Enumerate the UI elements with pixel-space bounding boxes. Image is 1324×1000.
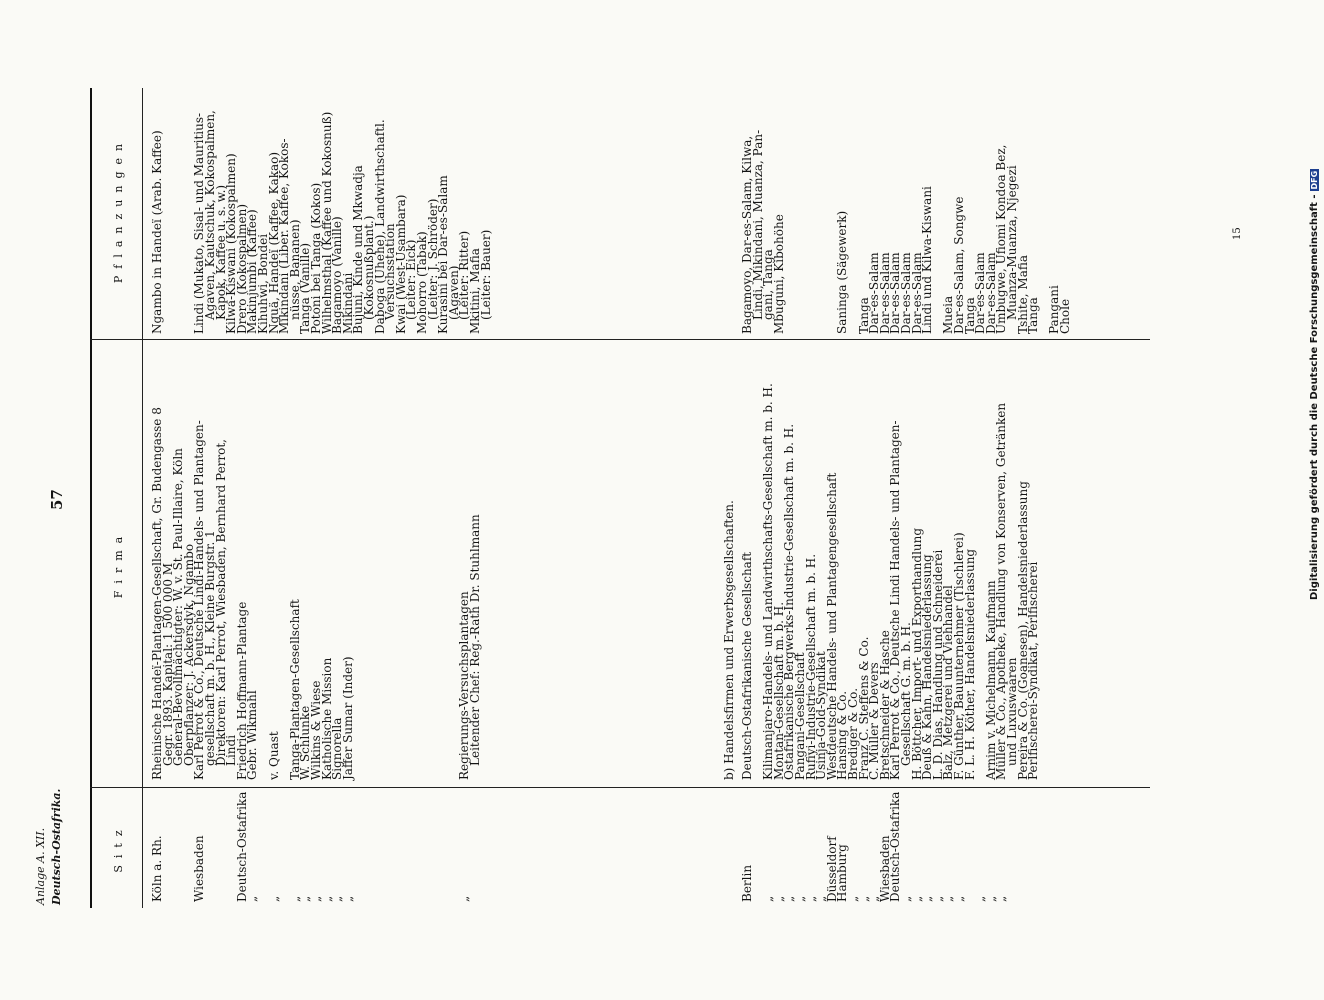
pflanzungen-cell: Lindi und Kilwa-Kiswani	[920, 186, 935, 334]
firma-cell: und Luxuswaaren	[1005, 657, 1019, 766]
sitz-cell: „	[803, 895, 818, 902]
pflanzungen-cell: Tanga (Vanille)	[298, 242, 313, 334]
sitz-cell: „	[814, 895, 829, 902]
firma-cell: L. D. Dias, Handlung und Schneiderei	[930, 549, 945, 780]
firma-cell: gesellschaft m. b. H., Kleine Burgstr. 1	[203, 530, 217, 766]
sitz-cell: „	[771, 895, 786, 902]
sitz-cell: „	[319, 895, 334, 902]
sitz-cell: „	[245, 895, 260, 902]
table-top-rule	[90, 88, 92, 908]
firma-cell: Balz, Metzgerei und Viehhandel	[941, 585, 956, 780]
firma-cell: Rufiyi-Industrie-Gesellschaft m. b. H.	[803, 553, 818, 780]
firma-cell: Friedrich Hoffmann-Plantage	[234, 601, 249, 780]
sitz-cell: Deutsch-Ostafrika	[234, 791, 249, 902]
firma-cell: General-Bevollmächtigter: W. v. St. Paul-Illaire, Köln	[171, 448, 186, 766]
sitz-cell: „	[846, 895, 860, 902]
pflanzungen-cell: Dar-es-Salam	[909, 252, 924, 334]
footer-credit-text: Digitalisierung gefördert durch die Deutsche Forschungsgemeinschaft -	[1309, 194, 1320, 600]
pflanzungen-cell: Saninga (Sägewerk)	[835, 210, 850, 334]
pflanzungen-cell: Mohorro (Tabak)	[415, 231, 429, 334]
page-number: 57	[48, 489, 66, 510]
firma-cell: Wilkins & Wiese	[309, 680, 323, 780]
firma-cell: Westdeutsche Handels- und Plantagengesellschaft	[824, 472, 839, 780]
pflanzungen-cell: (Leiter: J. Schröder)	[425, 198, 440, 320]
pflanzungen-cell: Dar-es-Salam	[877, 252, 892, 334]
firma-cell: Direktoren: Karl Perrot, Wiesbaden, Bernhard Perrot,	[213, 439, 228, 766]
pflanzungen-cell: Ngambo in Handeï (Arab. Kaffee)	[150, 130, 164, 334]
pflanzungen-cell: Dar-es-Salam	[867, 252, 882, 334]
pflanzungen-cell: Tshite, Mafia	[1015, 254, 1030, 334]
firma-cell: Tanga-Plantagen-Gesellschaft	[287, 599, 302, 780]
header-bottom-rule	[142, 88, 143, 908]
pflanzungen-cell: Kwai (West-Usambara)	[393, 194, 408, 334]
sitz-cell: Deutsch-Ostafrika	[888, 791, 903, 902]
firma-cell: Oberpflanzer: J. Ackersdyk, Ngambo	[181, 543, 196, 766]
pflanzungen-cell: Tanga	[1026, 297, 1041, 334]
column-divider-2	[90, 339, 1150, 340]
firma-cell: Rheinische Handeï-Plantagen-Gesellschaft, Gr. Budengasse 8	[150, 407, 164, 780]
dfg-logo: DFG	[1310, 170, 1319, 190]
firma-cell: Montan-Gesellschaft m. b. H.	[771, 601, 786, 780]
pflanzungen-cell: Dar-es-Salam	[888, 252, 903, 334]
sitz-cell: „	[909, 895, 924, 902]
pflanzungen-cell: Drero (Kokospalmen)	[234, 203, 249, 334]
pflanzungen-cell: Dar-es-Salam	[899, 252, 913, 334]
footer-credit	[1309, 169, 1320, 600]
pflanzungen-cell: Bagamoyo, Dar-es-Salam, Kilwa,	[740, 135, 754, 334]
pflanzungen-cell: Nguä, Handeï (Kaffee, Kakao)	[266, 151, 281, 334]
firma-cell: Lindi	[224, 734, 239, 766]
sitz-cell: „	[920, 895, 935, 902]
sitz-cell: „	[287, 895, 302, 902]
pflanzungen-cell: gani, Tanga	[761, 249, 776, 320]
sitz-cell: „	[457, 895, 472, 902]
firma-cell: Pereira & Co. (Goanesen), Handelsniederlassung	[1015, 481, 1030, 780]
pflanzungen-cell: Tanga	[962, 297, 977, 334]
column-header-sitz: Sitz	[112, 823, 125, 873]
sitz-cell: „	[309, 895, 323, 902]
region-label: Deutsch-Ostafrika.	[50, 788, 63, 905]
firma-cell: Ostafrikanische Bergwerks-Industrie-Gesellschaft m. b. H.	[782, 423, 797, 780]
pflanzungen-cell: Mbuguni, Kibohöhe	[771, 214, 786, 334]
pflanzungen-cell: Muanza-Muanza, Njegezi	[1005, 165, 1019, 320]
anlage-label: Anlage A. XII.	[34, 827, 47, 905]
pflanzungen-cell: Potoni bei Tanga (Kokos)	[309, 182, 323, 334]
column-header-pflanzungen: Pflanzungen	[112, 136, 125, 284]
sitz-cell: „	[941, 895, 956, 902]
firma-cell: Karl Perrot & Co., Deutsche Lindi-Handels- und Plantagen-	[192, 420, 207, 780]
section-b-heading: b) Handelsfirmen und Erwerbsgesellschaften.	[722, 500, 736, 780]
sitz-cell: „	[298, 895, 313, 902]
pflanzungen-cell: nüsse, Bananen)	[287, 219, 302, 320]
sitz-cell: „	[952, 895, 966, 902]
pflanzungen-cell: Agaven, Kautschuk, Kokospalmen,	[203, 110, 217, 320]
pflanzungen-cell: (Leiter: Bauer)	[478, 229, 493, 320]
firma-cell: Usinja-Gold-Syndikat	[814, 651, 829, 780]
firma-cell: W. Schlunke	[298, 705, 313, 780]
sitz-cell: „	[782, 895, 797, 902]
column-divider-1	[90, 787, 1150, 788]
firma-cell: Franz C. Steffens & Co.	[856, 636, 871, 780]
firma-cell: Gegr. 1893. Kapital: 1 500 000 M	[160, 562, 175, 766]
firma-cell: Bretschneider & Hasche	[877, 630, 892, 780]
firma-cell: Gebr. Wikmahl	[245, 690, 260, 780]
firma-cell: Katholische Mission	[319, 657, 334, 780]
pflanzungen-cell: Wilhelmsthal (Kaffee und Kokosnuß)	[319, 111, 334, 334]
sitz-cell: Wiesbaden	[877, 835, 892, 902]
firma-cell: Arnim v. Michelmann, Kaufmann	[983, 580, 998, 780]
firma-cell: F. L. H. Köther, Handelsniederlassung	[962, 548, 977, 780]
sitz-cell: Köln a. Rh.	[150, 835, 164, 902]
sitz-cell: „	[930, 895, 945, 902]
firma-cell: Pangani-Gesellschaft	[793, 652, 807, 780]
sitz-cell: „	[856, 895, 871, 902]
pflanzungen-cell: (Kokosnußplant.)	[362, 215, 376, 320]
firma-cell: v. Quast	[266, 731, 281, 780]
firma-cell: Regierungs-Versuchsplantagen	[457, 591, 472, 780]
pflanzungen-cell: Kapok, Kaffee u. s. w.)	[213, 184, 228, 320]
pflanzungen-cell: Tanga	[856, 297, 871, 334]
firma-cell: Kilimanjaro-Handels- und Landwirthschafts-Gesellschaft m. b. H.	[761, 383, 776, 780]
firma-cell: Jaffer Sumar (Inder)	[340, 656, 355, 780]
sitz-cell: „	[899, 895, 913, 902]
pflanzungen-cell: Daboga (Uhehe), Landwirthschaftl.	[372, 119, 387, 334]
sitz-cell: Berlin	[740, 864, 754, 902]
sitz-cell: „	[994, 895, 1009, 902]
firma-cell: Karl Perrot & Co., Deutsche Lindi Handels- und Plantagen-	[888, 420, 903, 780]
pflanzungen-cell: Lindi, Mikindani, Muanza, Pan-	[750, 129, 765, 320]
pflanzungen-cell: Pangani	[1047, 285, 1062, 334]
firma-cell: F. Günther, Bauunternehmer (Tischlerei)	[952, 532, 966, 780]
pflanzungen-cell: Kilwa-Kiswani (Kokospalmen)	[224, 153, 239, 334]
page-sequence-number: 15	[1232, 227, 1243, 240]
sitz-cell: Hamburg	[835, 844, 850, 902]
sitz-cell: „	[340, 895, 355, 902]
firma-cell: Brediger & Co.	[846, 687, 860, 780]
pflanzungen-cell: Chole	[1058, 298, 1072, 334]
sitz-cell: Düsseldorf	[824, 836, 839, 902]
sitz-cell: „	[266, 895, 281, 902]
pflanzungen-cell: Dar-es-Salam	[983, 252, 998, 334]
pflanzungen-cell: Kihuhwi, Bondei	[256, 233, 270, 334]
pflanzungen-cell: Versuchsstation	[383, 223, 398, 320]
firma-cell: Müller & Co., Apotheke, Handlung von Konserven, Getränken	[994, 402, 1009, 780]
pflanzungen-cell: Mueia	[941, 295, 956, 334]
pflanzungen-cell: Mikindani (Liber. Kaffee, Kokos-	[277, 138, 292, 334]
firma-cell: H. Böttcher, Import- und Exporthandlung	[909, 527, 924, 780]
pflanzungen-cell: Bagamoyo (Vanille)	[330, 216, 345, 334]
pflanzungen-cell: Dar-es-Salam	[973, 252, 988, 334]
sitz-cell: „	[973, 895, 988, 902]
pflanzungen-cell: (Leiter: Eick)	[404, 239, 419, 320]
pflanzungen-cell: (Agaven)	[446, 265, 461, 320]
sitz-cell: Wiesbaden	[192, 835, 207, 902]
firma-cell: Deutsch-Ostafrikanische Gesellschaft	[740, 551, 754, 780]
firma-cell: Leitender Chef: Reg.-Rath Dr. Stuhlmann	[468, 514, 482, 766]
pflanzungen-cell: Bujuni, Kinde und Mkwadja	[351, 165, 366, 334]
sitz-cell: „	[793, 895, 807, 902]
firma-cell: Hansing & Co.	[835, 690, 850, 780]
pflanzungen-cell: Mikindani	[340, 272, 355, 334]
firma-cell: Gesellschaft G. m. b. H.	[899, 622, 913, 766]
firma-cell: Signorella	[330, 717, 345, 780]
firma-cell: Perlfischerei-Syndikat, Perlfischerei	[1026, 561, 1041, 780]
pflanzungen-cell: Umbugwe, Ufiomi Kondoa Bez,	[994, 144, 1009, 334]
pflanzungen-cell: Makinjumbi (Kaffee)	[245, 209, 260, 334]
sitz-cell: „	[330, 895, 345, 902]
firma-cell: Deuß & Kahn, Handelsniederlassung	[920, 554, 935, 780]
sitz-cell: „	[983, 895, 998, 902]
column-header-firma: Firma	[112, 529, 125, 599]
sitz-cell: „	[761, 895, 776, 902]
pflanzungen-cell: Dar-es-Salam, Songwe	[952, 196, 966, 334]
pflanzungen-cell: (Leiter: Ritter)	[457, 230, 472, 320]
pflanzungen-cell: Lindi (Mukato, Sisal- und Mauritius-	[192, 112, 207, 334]
pflanzungen-cell: Kurasini bei Dar-es-Salam	[436, 175, 451, 334]
sitz-cell: „	[867, 895, 882, 902]
pflanzungen-cell: Mkitini, Mafia	[468, 248, 482, 334]
firma-cell: C. Müller & Devers	[867, 662, 882, 780]
